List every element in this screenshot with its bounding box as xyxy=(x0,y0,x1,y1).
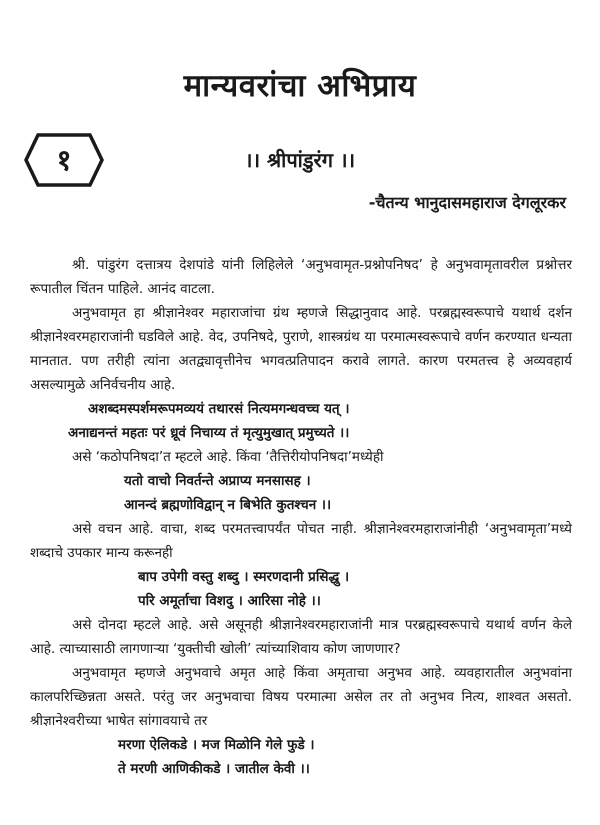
verse-line: अशब्दमस्पर्शमरूपमव्ययं तथारसं नित्यमगन्धवच्च यत् । xyxy=(88,401,350,417)
author-attribution: -चैतन्य भानुदासमहाराज देगलूरकर xyxy=(368,193,566,212)
paragraph: श्री. पांडुरंग दत्तात्रय देशपांडे यांनी लिहिलेले ‘अनुभवामृत-प्रश्नोपनिषद’ हे अनुभवामृतावरील प्रश्नोत्तर रूपातील चिंतन पाहिले. आनंद वाटला. xyxy=(30,257,572,297)
verse-line: मरणा ऐलिकडे । मज मिळोनि गेले फुडे । xyxy=(118,737,315,753)
verse-line: यतो वाचो निवर्तन्ते अप्राप्य मनसासह । xyxy=(124,473,311,489)
paragraph: अनुभवामृत हा श्रीज्ञानेश्वर महाराजांचा ग्रंथ म्हणजे सिद्धानुवाद आहे. परब्रह्मस्वरूपाचे यथार्थ दर्शन श्रीज्ञानेश्वरमहाराजांनी घडविले आहे. वेद, उपनिषदे, पुराणे, शास्त्रग्रंथ या परमात्मस्वरूपाचे वर्णन करण्यात धन्यता मानतात. पण तरीही त्यांना अतद्व्यावृत्तीनेच भगवत्प्रतिपादन करावे लागते. कारण परमतत्त्व हे अव्यवहार्य असल्यामुळे अनिर्वचनीय आहे. xyxy=(30,305,572,393)
paragraph: असे वचन आहे. वाचा, शब्द परमतत्त्वापर्यंत पोचत नाही. श्रीज्ञानेश्वरमहाराजांनीही ‘अनुभवामृता’मध्ये शब्दाचे उपकार मान्य करूनही xyxy=(30,521,572,561)
paragraph: असे दोनदा म्हटले आहे. असे असूनही श्रीज्ञानेश्वरमहाराजांनी मात्र परब्रह्मस्वरूपाचे यथार्थ वर्णन केले आहे. त्याच्यासाठी लागणाऱ्या ‘युक्तीची खोली’ त्यांच्याशिवाय कोण जाणणार? xyxy=(30,617,572,657)
verse-line: परि अमूर्ताचा विशदु । आरिसा नोहे ।। xyxy=(138,593,321,609)
verse-line: ते मरणी आणिकीकडे । जातील केवी ।। xyxy=(118,761,310,777)
paragraph: अनुभवामृत म्हणजे अनुभवाचे अमृत आहे किंवा अमृताचा अनुभव आहे. व्यवहारातील अनुभवांना कालपरिच्छिन्नता असते. परंतु जर अनुभवाचा विषय परमात्मा असेल तर तो अनुभव नित्य, शाश्वत असतो. श्रीज्ञानेश्वरीच्या भाषेत सांगावयाचे तर xyxy=(30,665,572,729)
invocation-heading: ।। श्रीपांडुरंग ।। xyxy=(244,148,356,172)
verse-line: अनाद्यनन्तं महतः परं ध्रूवं निचाय्य तं मृत्युमुखात् प्रमुच्यते ।। xyxy=(68,425,350,441)
verse-line: आनन्दं ब्रह्मणोविद्वान् न बिभेति कुतश्चन ।। xyxy=(124,497,332,513)
paragraph: असे ‘कठोपनिषदा’त म्हटले आहे. किंवा ‘तैत्तिरीयोपनिषदा’मध्येही xyxy=(72,449,384,465)
page-title: मान्यवरांचा अभिप्राय xyxy=(183,68,417,104)
verse-line: बाप उपेगी वस्तु शब्दु । स्मरणदानी प्रसिद्धु । xyxy=(138,569,350,585)
chapter-number: १ xyxy=(56,143,72,177)
article-body xyxy=(30,253,572,781)
